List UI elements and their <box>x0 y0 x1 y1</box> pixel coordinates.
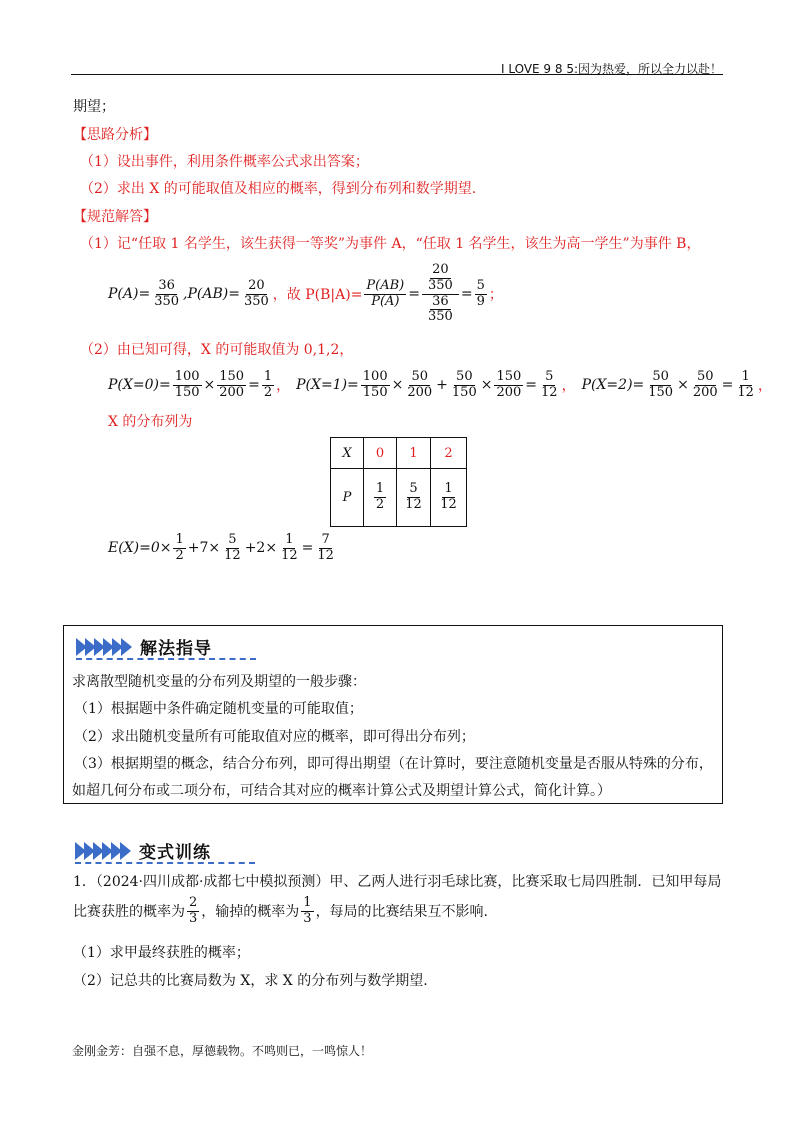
method-title: 解法指导 <box>140 639 212 659</box>
eq-pa-num: 36 <box>158 277 175 293</box>
eq-big-num-num: 20 <box>432 261 449 277</box>
eq-big-den-den: 350 <box>428 309 453 325</box>
frac-num: 5 <box>228 531 237 547</box>
frac-den: 150 <box>648 384 674 400</box>
eq-pab-num: 20 <box>248 277 265 293</box>
eq-big-num-den: 350 <box>428 277 453 293</box>
eq-end: ； <box>488 287 503 303</box>
method-line-3: （2）求出随机变量所有可能取值对应的概率，即可得出分布列； <box>74 729 475 745</box>
frac-den: 200 <box>496 384 522 400</box>
frac-num: 100 <box>362 368 388 384</box>
chevron-right-icon <box>121 638 132 656</box>
frac-den: 150 <box>362 384 388 400</box>
q1-text-b: ，输掉的概率为 <box>201 904 300 921</box>
probability-equations <box>108 365 772 405</box>
banner-underline <box>76 658 256 660</box>
distribution-table <box>330 437 467 527</box>
frac-num: 100 <box>174 368 200 384</box>
frac-den: 12 <box>737 384 754 400</box>
frac-num: 2 <box>189 895 198 910</box>
equals-sign: = <box>721 377 734 393</box>
distribution-label: X 的分布列为 <box>108 414 193 430</box>
eq-equals-2: = <box>460 286 473 302</box>
method-line-1: 求离散型随机变量的分布列及期望的一般步骤： <box>72 674 366 690</box>
chevron-right-icon <box>120 842 131 860</box>
frac-den: 150 <box>174 384 200 400</box>
frac-num: 1 <box>263 368 273 384</box>
expectation-equation <box>108 528 338 568</box>
eq-res-num: 5 <box>476 277 485 293</box>
frac-num: 50 <box>696 368 714 384</box>
frac-den: 200 <box>692 384 718 400</box>
analysis-item-2: （2）求出 X 的可能取值及相应的概率，得到分布列和数学期望. <box>80 181 477 197</box>
frac-den: 12 <box>317 547 334 563</box>
separator: ， <box>276 378 291 394</box>
expectation-lhs: E(X)=0× <box>108 540 172 556</box>
solution-line-1: （1）记“任取 1 名学生，该生获得一等奖”为事件 A，“任取 1 名学生，该生为高一学生”为事件 B， <box>80 236 701 252</box>
plus-sign: + <box>436 377 448 393</box>
frac-den: 3 <box>189 910 198 926</box>
table-head-x: X <box>331 438 364 469</box>
practice-title: 变式训练 <box>139 843 211 863</box>
frac-num: 7 <box>321 531 330 547</box>
method-line-4: （3）根据期望的概念，结合分布列，即可得出期望（在计算时，要注意随机变量是否服从特殊的分布， <box>74 756 713 772</box>
header-rule <box>71 74 723 75</box>
eq-pa-lhs: P(A)= <box>108 286 151 302</box>
frac-den: 12 <box>405 497 422 512</box>
intro-text: 期望； <box>73 99 115 115</box>
table-value-0: 0 <box>364 438 397 469</box>
equals-sign: = <box>248 377 260 393</box>
frac-den: 200 <box>407 384 433 400</box>
frac-num: 1 <box>444 481 453 497</box>
p0-lhs: P(X=0)= <box>108 377 171 393</box>
equals-sign: = <box>525 377 538 393</box>
method-line-2: （1）根据题中条件确定随机变量的可能取值； <box>74 701 363 717</box>
q1-text-c: ，每局的比赛结果互不影响. <box>315 904 489 921</box>
table-prob-0 <box>364 469 397 527</box>
frac-den: 12 <box>224 547 241 563</box>
frac-num: 1 <box>175 531 184 547</box>
question-1-line-1: 1．（2024·四川成都·成都七中模拟预测）甲、乙两人进行羽毛球比赛，比赛采取七局四胜制．已知甲每局 <box>73 874 722 890</box>
eq-cond-den: P(A) <box>371 293 400 309</box>
times-sign: × <box>391 377 404 393</box>
practice-banner <box>75 838 211 863</box>
question-1-line-2 <box>73 896 488 927</box>
frac-num: 5 <box>409 481 418 497</box>
eq-res-den: 9 <box>476 293 485 309</box>
solution-tag: 【规范解答】 <box>73 209 157 225</box>
frac-num: 5 <box>545 368 554 384</box>
question-1-sub-2: （2）记总共的比赛局数为 X，求 X 的分布列与数学期望. <box>73 973 428 989</box>
frac-den: 200 <box>219 384 245 400</box>
frac-num: 50 <box>652 368 669 384</box>
separator: ， <box>757 378 772 394</box>
frac-num: 150 <box>219 368 245 384</box>
separator: ， <box>561 378 576 394</box>
banner-underline <box>75 862 255 864</box>
frac-den: 12 <box>440 497 457 512</box>
frac-den: 12 <box>281 547 298 563</box>
page-header: I LOVE 9 8 5:因为热爱，所以全力以赴！ <box>500 62 722 76</box>
frac-num: 50 <box>456 368 473 384</box>
page-footer: 金刚金芳：自强不息，厚德载物。不鸣则已，一鸣惊人！ <box>72 1044 373 1058</box>
table-head-p: P <box>331 469 364 527</box>
p1-lhs: P(X=1)= <box>296 377 359 393</box>
method-banner <box>76 634 212 659</box>
plus-term: +2× <box>244 540 278 556</box>
frac-num: 150 <box>496 368 522 384</box>
table-prob-2 <box>431 469 467 527</box>
eq-big-den-num: 36 <box>432 293 449 309</box>
method-line-5: 如超几何分布或二项分布，可结合其对应的概率计算公式及期望计算公式，简化计算。） <box>72 783 611 799</box>
eq-pab-lhs: ,P(AB)= <box>183 286 240 302</box>
frac-num: 1 <box>285 531 294 547</box>
analysis-item-1: （1）设出事件，利用条件概率公式求出答案； <box>80 154 369 170</box>
eq-pab-den: 350 <box>243 293 269 309</box>
frac-num: 1 <box>741 368 750 384</box>
frac-den: 2 <box>175 547 184 563</box>
table-prob-1 <box>397 469 431 527</box>
question-1-sub-1: （1）求甲最终获胜的概率； <box>73 945 250 961</box>
analysis-tag: 【思路分析】 <box>73 127 157 143</box>
table-value-2: 2 <box>431 438 467 469</box>
times-sign: × <box>677 377 689 393</box>
frac-den: 3 <box>303 910 312 926</box>
eq-pa-den: 350 <box>154 293 180 309</box>
conditional-probability-equation <box>108 258 503 330</box>
table-value-1: 1 <box>397 438 431 469</box>
frac-den: 2 <box>375 497 385 512</box>
plus-term: +7× <box>187 540 221 556</box>
frac-den: 12 <box>541 384 558 400</box>
frac-den: 150 <box>451 384 477 400</box>
solution-line-2: （2）由已知可得，X 的可能取值为 0,1,2， <box>80 342 354 358</box>
equals-sign: = <box>301 540 314 556</box>
frac-num: 50 <box>411 368 429 384</box>
times-sign: × <box>203 377 216 393</box>
method-guide-box <box>63 625 723 804</box>
frac-num: 1 <box>375 481 385 497</box>
eq-cond-num: P(AB) <box>366 277 405 293</box>
q1-text-a: 比赛获胜的概率为 <box>73 904 185 921</box>
p2-lhs: P(X=2)= <box>581 377 645 393</box>
frac-num: 1 <box>303 895 312 910</box>
frac-den: 2 <box>263 384 273 400</box>
times-sign: × <box>480 377 493 393</box>
eq-so: ，故 P(B|A)= <box>272 287 363 303</box>
eq-equals: = <box>408 286 420 302</box>
